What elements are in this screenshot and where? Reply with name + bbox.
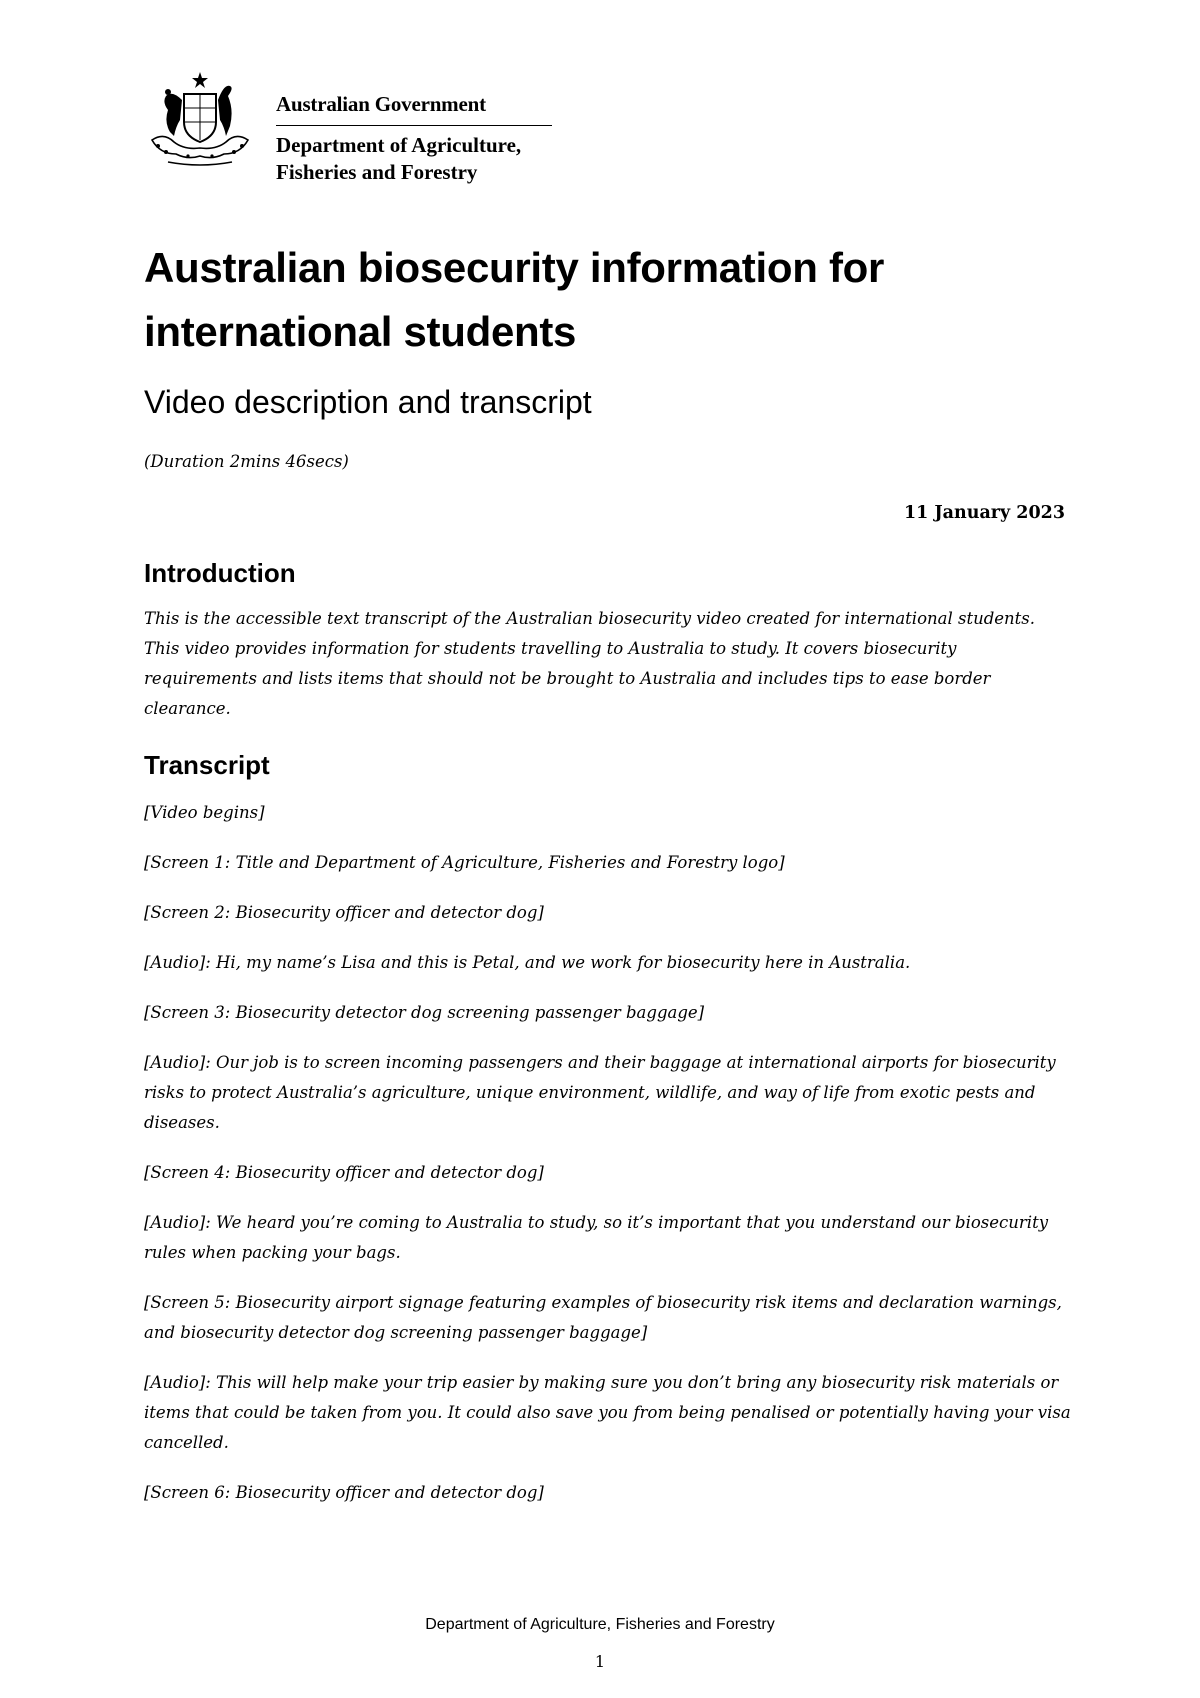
government-logo: [144, 64, 564, 194]
page-number: 1: [594, 1652, 606, 1671]
video-duration: (Duration 2mins 46secs): [144, 452, 349, 471]
transcript-line: [Audio]: This will help make your trip easier by making sure you don’t bring any biosecurity risk materials or items that could be taken from you. It could also save you from being penalised or potentially having your visa cancelled.: [144, 1373, 1071, 1452]
transcript-line: [Audio]: Hi, my name’s Lisa and this is Petal, and we work for biosecurity here in Australia.: [144, 953, 911, 972]
transcript-line: [Screen 6: Biosecurity officer and detector dog]: [144, 1483, 544, 1502]
transcript-line: [Screen 3: Biosecurity detector dog screening passenger baggage]: [144, 1003, 705, 1022]
transcript-line: [Screen 2: Biosecurity officer and detector dog]: [144, 903, 544, 922]
footer-department: Department of Agriculture, Fisheries and Forestry: [425, 1616, 775, 1633]
department-name: [276, 132, 521, 186]
document-subtitle: Video description and transcript: [144, 384, 592, 420]
logo-divider: [276, 125, 552, 126]
transcript-line: [Audio]: Our job is to screen incoming passengers and their baggage at international airports for biosecurity risks to protect Australia’s agriculture, unique environment, wildlife, and way of life from exotic pests and diseases.: [144, 1053, 1056, 1132]
government-name: Australian Government: [276, 92, 486, 116]
transcript-list: [144, 798, 1074, 1528]
document-title: Australian biosecurity information for international students: [144, 244, 885, 355]
introduction-text: This is the accessible text transcript of the Australian biosecurity video created for international students. This video provides information for students travelling to Australia to study. It covers biosecurity requirements and lists items that should not be brought to Australia and includes tips to ease border clearance.: [144, 609, 1036, 718]
coat-of-arms-icon: [144, 70, 256, 170]
transcript-line: [Screen 1: Title and Department of Agriculture, Fisheries and Forestry logo]: [144, 853, 785, 872]
introduction-heading: Introduction: [144, 558, 296, 588]
transcript-line: [Screen 5: Biosecurity airport signage featuring examples of biosecurity risk items and declaration warnings, and biosecurity detector dog screening passenger baggage]: [144, 1293, 1062, 1342]
document-date: 11 January 2023: [903, 503, 1065, 523]
transcript-heading: Transcript: [144, 750, 270, 780]
transcript-line: [Screen 4: Biosecurity officer and detector dog]: [144, 1163, 544, 1182]
department-name-line1: Department of Agriculture,: [276, 133, 522, 157]
department-name-line2: Fisheries and Forestry: [276, 160, 478, 184]
transcript-line: [Audio]: We heard you’re coming to Australia to study, so it’s important that you understand our biosecurity rules when packing your bags.: [144, 1213, 1049, 1262]
transcript-line: [Video begins]: [144, 803, 265, 822]
